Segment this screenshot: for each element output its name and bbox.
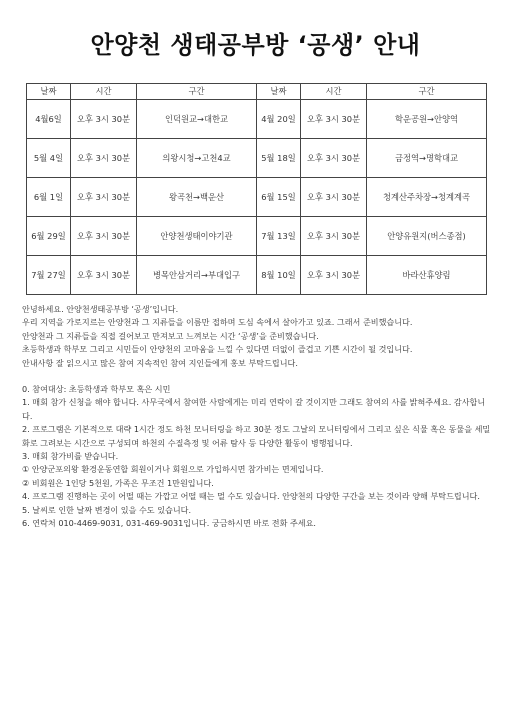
time-cell: 오후 3시 30분 [71,178,137,217]
date-cell: 7월 27일 [27,256,71,295]
route-cell: 병목안삼거리→부대입구 [137,256,257,295]
time-cell: 오후 3시 30분 [71,217,137,256]
participant-target: 0. 참여대상: 초등학생과 학부모 혹은 시민 [22,384,171,395]
note-item: 2. 프로그램은 기본적으로 대략 1시간 정도 하천 모니터링을 하고 30분 정도 그날의 모니터링에서 그리고 싶은 식물 혹은 동물을 세밀화로 그려보는 시간으로 구성되며 하천의 수질측정 및 어류 탐사 등 다양한 활동이 병행됩니다. [22,424,491,448]
time-cell: 오후 3시 30분 [71,139,137,178]
route-cell: 왕곡천→백운산 [137,178,257,217]
table-row [27,256,487,295]
route-cell: 청계산주차장→청계계곡 [367,178,487,217]
note-item: 1. 매회 참가 신청을 해야 합니다. 사무국에서 참여한 사람에게는 미리 연락이 갈 것이지만 그래도 참여의 사를 밝혀주세요. 감사합니다. [22,397,486,421]
contact-line: 6. 연락처 010-4469-9031, 031-469-9031입니다. 궁금하시면 바로 전화 주세요. [22,518,317,529]
paragraph-gap [22,370,492,383]
intro-paragraph: 안양천과 그 지류들을 직접 걸어보고 만져보고 느껴보는 시간 ‘공생’을 준비했습니다. [22,330,319,341]
note-item: 4. 프로그램 진행하는 곳이 어떨 때는 가깝고 어떨 때는 멀 수도 있습니다. 안양천의 다양한 구간을 보는 것이라 양해 부탁드립니다. [22,491,480,502]
time-cell: 오후 3시 30분 [301,256,367,295]
route-cell: 안양유원지(버스종점) [367,217,487,256]
route-cell: 인덕원교→대한교 [137,100,257,139]
table-row [27,217,487,256]
route-cell: 바라산휴양림 [367,256,487,295]
note-item: 5. 날씨로 인한 날짜 변경이 있을 수도 있습니다. [22,504,192,515]
date-cell: 6월 1일 [27,178,71,217]
notice-body [22,303,492,531]
time-cell: 오후 3시 30분 [301,217,367,256]
table-row [27,100,487,139]
time-cell: 오후 3시 30분 [301,178,367,217]
time-cell: 오후 3시 30분 [71,100,137,139]
time-cell: 오후 3시 30분 [301,139,367,178]
date-cell: 8월 10일 [257,256,301,295]
intro-paragraph: 안내사항 잘 읽으시고 많은 참여 지속적인 참여 지인들에게 홍보 부탁드립니다. [22,357,298,368]
note-item: 3. 매회 참가비를 받습니다. [22,451,119,462]
greeting-line: 안녕하세요. 안양천생태공부방 ‘공생’입니다. [22,304,179,314]
header-route: 구간 [367,84,487,100]
route-cell: 의왕시청→고천4교 [137,139,257,178]
header-date: 날짜 [27,84,71,100]
header-time: 시간 [301,84,367,100]
route-cell: 금정역→명학대교 [367,139,487,178]
table-row [27,178,487,217]
date-cell: 6월 15일 [257,178,301,217]
header-time: 시간 [71,84,137,100]
time-cell: 오후 3시 30분 [71,256,137,295]
route-cell: 안양천생태이야기관 [137,217,257,256]
page-title: 안양천 생태공부방 ‘공생’ 안내 [90,31,421,59]
note-subitem: ① 안양군포의왕 환경운동연합 회원이거나 회원으로 가입하시면 참가비는 면제입니다. [22,464,324,475]
route-cell: 학운공원→안양역 [367,100,487,139]
date-cell: 5월 4일 [27,139,71,178]
header-route: 구간 [137,84,257,100]
header-date: 날짜 [257,84,301,100]
date-cell: 4월6일 [27,100,71,139]
date-cell: 6월 29일 [27,217,71,256]
time-cell: 오후 3시 30분 [301,100,367,139]
date-cell: 7월 13일 [257,217,301,256]
note-subitem: ② 비회원은 1인당 5천원, 가족은 무조건 1만원입니다. [22,477,214,488]
intro-paragraph: 우리 지역을 가로지르는 안양천과 그 지류들을 이름만 접하며 도심 속에서 살아가고 있죠. 그래서 준비했습니다. [22,317,413,328]
date-cell: 5월 18일 [257,139,301,178]
table-header-row [27,84,487,100]
table-row [27,139,487,178]
date-cell: 4월 20일 [257,100,301,139]
intro-paragraph: 초등학생과 학부모 그리고 시민들이 안양천의 고마움을 느낄 수 있다면 더없이 즐겁고 기쁜 시간이 될 것입니다. [22,344,413,355]
schedule-table [26,83,487,295]
